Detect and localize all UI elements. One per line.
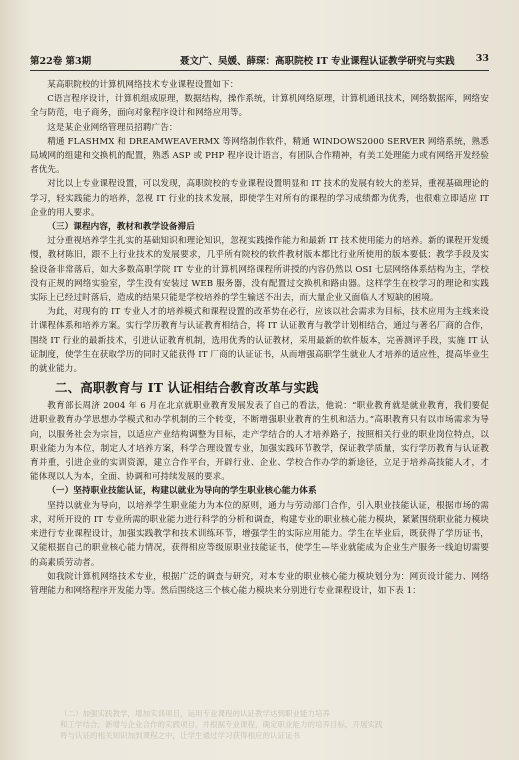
running-header bbox=[30, 53, 489, 69]
paragraph: 为此，对现有的 IT 专业人才的培养模式和课程设置的改革势在必行，应该以社会需求为目标，技术应用为主线来设计课程体系和培养方案。实行学历教育与认证教育相结合，将 IT 认证教育与教学计划相结合，通过与著名厂商的合作，围绕 IT 行业的最新技术，引进认证教育机制，选用优秀的认证教材，采用最新的软件版本，完善测评手段，实施 IT 认证制度，使学生在获取学历的同时又能获得 IT 厂商的认证证书，从而增强高职学生就业人才培养的适应性，提高毕业生的就业能力。 bbox=[30, 307, 489, 375]
page-number: 33 bbox=[475, 53, 489, 64]
paragraph: 对比以上专业课程设置，可以发现，高职院校的专业课程设置明显和 IT 技术的发展有较大的差异，重视基础理论的学习，轻实践能力的培养，忽视 IT 行业的技术发展，即使学生对所有的课程的学习成绩都为优秀，也很难立即适应 IT 企业的用人要求。 bbox=[30, 179, 489, 218]
paragraph: 坚持以就业为导向，以培养学生职业能力为本位的原则，通力与劳动部门合作，引入职业技能认证，根据市场的需求，对所开设的 IT 专业所需的职业能力进行科学的分析和调查，构建专业的职业核心能力模块，紧紧围绕职业能力模块来进行专业课程设计，加强实践教学和技术训练环节，增强学生的实际应用能力。学生在毕业后，既获得了学历证书，又能根据自己的职业核心能力情况，获得相应等级原职业技能证书，使学生—毕业就能成为企业生产服务一线迫切需要的高素质劳动者。 bbox=[30, 500, 489, 568]
bleed-line: 和工学结合，新增与企业合作的实践项目，并根据专业课程，确定职业能力的培养目标，开展实践 bbox=[60, 720, 383, 729]
paragraph: 如我院计算机网络技术专业，根据广泛的调查与研究，对本专业的职业核心能力模块划分为：网页设计能力、网络管理能力和网络程序开发能力等。然后围绕这三个核心能力模块来分别进行专业课程设计，如下表 1： bbox=[30, 571, 489, 596]
header-rule bbox=[30, 70, 489, 71]
subsection-heading: （三）课程内容，教材和教学设备滞后 bbox=[47, 222, 195, 233]
section-heading: 二、高职教育与 IT 认证相结合教育改革与实践 bbox=[55, 380, 319, 396]
paragraph: 这是某企业网络管理员招聘广告： bbox=[47, 122, 178, 133]
bleed-line: 将与认证的相关知识加到课程之中，让学生通过学习获得相应的认证证书 bbox=[60, 731, 300, 740]
bleed-through-text bbox=[60, 708, 479, 741]
paragraph: C语言程序设计，计算机组成原理，数据结构，操作系统，计算机网络原理，计算机通讯技术，网络数据库，网络安全与防范，电子商务，面向对象程序设计和网络应用等。 bbox=[30, 94, 489, 119]
paragraph: 过分重视培养学生扎实的基础知识和理论知识，忽视实践操作能力和最新 IT 技术使用能力的培养。新的课程开发缓慢，教材陈旧，跟不上行业技术的发展要求，几乎所有院校的软件教材版本都比行业所使用的版本要低；教学手段及实验设备非常落后，如大多数高职学院 IT 专业的计算机网络课程所讲授的内容仍然以 OSI 七层网络体系结构为主，学校没有正规的网络实验室，学生没有安装过 WEB 服务器，没有配置过交换机和路由器。这样学生在校学习的理论和实践实际上已经过时落后，造成的结果只能是学校培养的学生输送不出去，而大量企业又面临人才短缺的困境。 bbox=[30, 236, 489, 304]
volume-issue: 第22卷 第3期 bbox=[30, 56, 92, 67]
subsection-heading: （一）坚持职业技能认证，构建以就业为导向的学生职业核心能力体系 bbox=[47, 486, 317, 497]
paragraph: 某高职院校的计算机网络技术专业课程设置如下： bbox=[47, 80, 239, 90]
bleed-line: （二）加强实践教学，增加实训项目，运用专业课程的认证教学达到职业能力培养 bbox=[60, 709, 330, 718]
paragraph: 教育部长周济 2004 年 6 月在北京就职业教育发展发表了自己的看法，他说：“职业教育就是就业教育，我们要促进职业教育办学思想办学模式和办学机制的三个转变，不断增强职业教育的生机和活力。”高职教育只有以市场需求为导向，以服务社会为宗旨，以适应产业结构调整为目标，走产学结合的人才培养路子，按照相关行业的职业岗位特点，以职业能力为本位，制定人才培养方案，科学合理设置专业，加强实践环节教学，保证教学质量，实行学历教育与认证教育并重，引进企业的实训资源，建立合作平台，开辟行业、企业、学校合作办学的新途径，立足于培养高技能人才，才能体现以人为本，全面、协调和可持续发展的要求。 bbox=[30, 401, 489, 483]
running-title: 聂文广、吴媛、薛琛：高职院校 IT 专业课程认证教学研究与实践 bbox=[180, 56, 455, 67]
body-text bbox=[30, 78, 489, 598]
paragraph: 精通 FLASHMX 和 DREAMWEAVERMX 等网络制作软件，精通 WINDOWS2000 SERVER 网络系统，熟悉局域网的组建和交换机的配置，熟悉 ASP 或 PHP 程序设计语言，有团队合作精神，有美工处理能力或有网络开发经验者优先。 bbox=[30, 136, 489, 176]
